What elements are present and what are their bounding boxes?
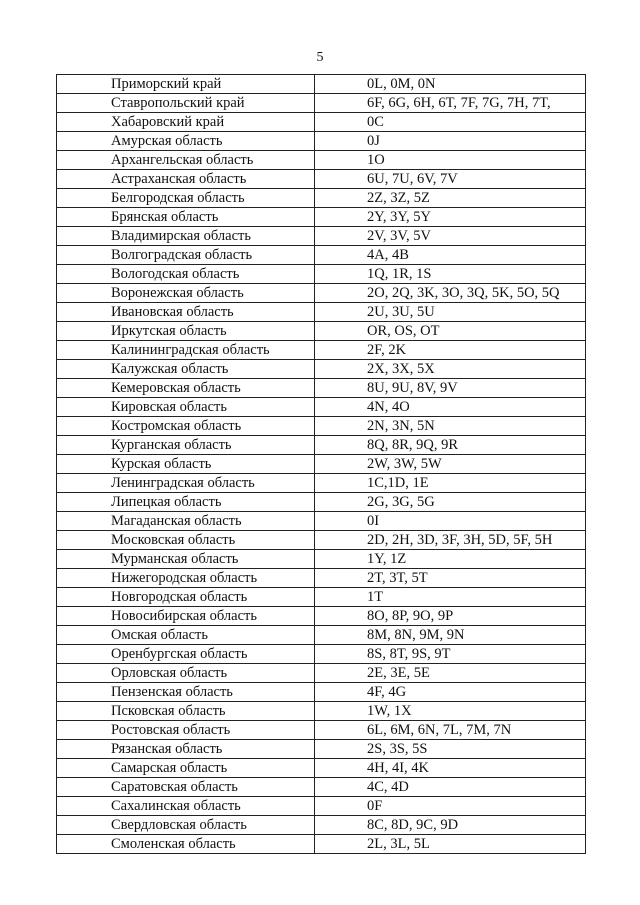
region-codes-cell: 0L, 0M, 0N bbox=[315, 75, 586, 94]
table-row bbox=[57, 341, 586, 360]
region-codes-cell: 2E, 3E, 5E bbox=[315, 664, 586, 683]
region-codes-cell: 2L, 3L, 5L bbox=[315, 835, 586, 854]
region-codes-cell: 6U, 7U, 6V, 7V bbox=[315, 170, 586, 189]
region-name-cell: Курганская область bbox=[57, 436, 315, 455]
table-row bbox=[57, 816, 586, 835]
table-row bbox=[57, 588, 586, 607]
region-codes-cell: 0C bbox=[315, 113, 586, 132]
table-row bbox=[57, 721, 586, 740]
table-row bbox=[57, 189, 586, 208]
region-name-cell: Брянская область bbox=[57, 208, 315, 227]
region-name-cell: Пензенская область bbox=[57, 683, 315, 702]
table-row bbox=[57, 683, 586, 702]
region-name-cell: Астраханская область bbox=[57, 170, 315, 189]
region-codes-cell: 4N, 4O bbox=[315, 398, 586, 417]
table-row bbox=[57, 759, 586, 778]
table-row bbox=[57, 778, 586, 797]
table-row bbox=[57, 493, 586, 512]
region-name-cell: Приморский край bbox=[57, 75, 315, 94]
region-codes-cell: 6F, 6G, 6H, 6T, 7F, 7G, 7H, 7T, bbox=[315, 94, 586, 113]
table-row bbox=[57, 227, 586, 246]
region-name-cell: Белгородская область bbox=[57, 189, 315, 208]
region-codes-cell: 2S, 3S, 5S bbox=[315, 740, 586, 759]
region-name-cell: Липецкая область bbox=[57, 493, 315, 512]
region-name-cell: Ставропольский край bbox=[57, 94, 315, 113]
table-row bbox=[57, 398, 586, 417]
region-codes-cell: 2G, 3G, 5G bbox=[315, 493, 586, 512]
region-name-cell: Амурская область bbox=[57, 132, 315, 151]
table-row bbox=[57, 379, 586, 398]
region-codes-cell: 0J bbox=[315, 132, 586, 151]
region-codes-cell: 6L, 6M, 6N, 7L, 7M, 7N bbox=[315, 721, 586, 740]
region-codes-cell: 1O bbox=[315, 151, 586, 170]
region-name-cell: Хабаровский край bbox=[57, 113, 315, 132]
region-codes-cell: OR, OS, OT bbox=[315, 322, 586, 341]
region-codes-cell: 0F bbox=[315, 797, 586, 816]
table-body bbox=[57, 75, 586, 854]
region-codes-cell: 4C, 4D bbox=[315, 778, 586, 797]
region-codes-cell: 2U, 3U, 5U bbox=[315, 303, 586, 322]
region-name-cell: Рязанская область bbox=[57, 740, 315, 759]
table-row bbox=[57, 835, 586, 854]
table-row bbox=[57, 284, 586, 303]
table-row bbox=[57, 170, 586, 189]
region-codes-cell: 4A, 4B bbox=[315, 246, 586, 265]
table-row bbox=[57, 569, 586, 588]
table-row bbox=[57, 132, 586, 151]
region-name-cell: Самарская область bbox=[57, 759, 315, 778]
region-name-cell: Нижегородская область bbox=[57, 569, 315, 588]
region-codes-cell: 2D, 2H, 3D, 3F, 3H, 5D, 5F, 5H bbox=[315, 531, 586, 550]
table-row bbox=[57, 303, 586, 322]
region-codes-cell: 1C,1D, 1E bbox=[315, 474, 586, 493]
table-row bbox=[57, 265, 586, 284]
region-name-cell: Магаданская область bbox=[57, 512, 315, 531]
region-name-cell: Мурманская область bbox=[57, 550, 315, 569]
region-codes-cell: 2Z, 3Z, 5Z bbox=[315, 189, 586, 208]
region-codes-cell: 8U, 9U, 8V, 9V bbox=[315, 379, 586, 398]
table-row bbox=[57, 531, 586, 550]
region-codes-table bbox=[56, 74, 586, 854]
region-codes-cell: 8S, 8T, 9S, 9T bbox=[315, 645, 586, 664]
region-name-cell: Ростовская область bbox=[57, 721, 315, 740]
region-name-cell: Костромская область bbox=[57, 417, 315, 436]
region-name-cell: Омская область bbox=[57, 626, 315, 645]
region-codes-cell: 1Q, 1R, 1S bbox=[315, 265, 586, 284]
table-row bbox=[57, 550, 586, 569]
region-name-cell: Кировская область bbox=[57, 398, 315, 417]
region-codes-cell: 1Y, 1Z bbox=[315, 550, 586, 569]
table-row bbox=[57, 322, 586, 341]
region-codes-cell: 2V, 3V, 5V bbox=[315, 227, 586, 246]
table-row bbox=[57, 75, 586, 94]
region-name-cell: Свердловская область bbox=[57, 816, 315, 835]
region-codes-cell: 2Y, 3Y, 5Y bbox=[315, 208, 586, 227]
region-name-cell: Смоленская область bbox=[57, 835, 315, 854]
region-name-cell: Архангельская область bbox=[57, 151, 315, 170]
table-row bbox=[57, 664, 586, 683]
region-name-cell: Ленинградская область bbox=[57, 474, 315, 493]
table-row bbox=[57, 740, 586, 759]
region-codes-cell: 2O, 2Q, 3K, 3O, 3Q, 5K, 5O, 5Q bbox=[315, 284, 586, 303]
region-name-cell: Курская область bbox=[57, 455, 315, 474]
region-name-cell: Ивановская область bbox=[57, 303, 315, 322]
region-name-cell: Иркутская область bbox=[57, 322, 315, 341]
region-name-cell: Волгоградская область bbox=[57, 246, 315, 265]
region-name-cell: Вологодская область bbox=[57, 265, 315, 284]
region-name-cell: Орловская область bbox=[57, 664, 315, 683]
region-codes-cell: 1W, 1X bbox=[315, 702, 586, 721]
table-row bbox=[57, 94, 586, 113]
table-row bbox=[57, 645, 586, 664]
region-name-cell: Сахалинская область bbox=[57, 797, 315, 816]
table-row bbox=[57, 455, 586, 474]
region-name-cell: Владимирская область bbox=[57, 227, 315, 246]
region-codes-cell: 4H, 4I, 4K bbox=[315, 759, 586, 778]
region-codes-cell: 2W, 3W, 5W bbox=[315, 455, 586, 474]
table-row bbox=[57, 151, 586, 170]
table-row bbox=[57, 512, 586, 531]
region-codes-cell: 8O, 8P, 9O, 9P bbox=[315, 607, 586, 626]
region-name-cell: Новгородская область bbox=[57, 588, 315, 607]
region-codes-cell: 0I bbox=[315, 512, 586, 531]
region-name-cell: Кемеровская область bbox=[57, 379, 315, 398]
table-row bbox=[57, 474, 586, 493]
table-row bbox=[57, 797, 586, 816]
table-row bbox=[57, 246, 586, 265]
region-name-cell: Псковская область bbox=[57, 702, 315, 721]
table-row bbox=[57, 360, 586, 379]
table-row bbox=[57, 417, 586, 436]
region-name-cell: Новосибирская область bbox=[57, 607, 315, 626]
table-row bbox=[57, 626, 586, 645]
region-name-cell: Московская область bbox=[57, 531, 315, 550]
region-codes-cell: 8M, 8N, 9M, 9N bbox=[315, 626, 586, 645]
region-codes-cell: 8Q, 8R, 9Q, 9R bbox=[315, 436, 586, 455]
region-name-cell: Калужская область bbox=[57, 360, 315, 379]
region-codes-cell: 1T bbox=[315, 588, 586, 607]
table-row bbox=[57, 607, 586, 626]
region-name-cell: Саратовская область bbox=[57, 778, 315, 797]
region-codes-cell: 8C, 8D, 9C, 9D bbox=[315, 816, 586, 835]
region-codes-cell: 2N, 3N, 5N bbox=[315, 417, 586, 436]
table-row bbox=[57, 208, 586, 227]
table-row bbox=[57, 113, 586, 132]
region-codes-cell: 2T, 3T, 5T bbox=[315, 569, 586, 588]
table-row bbox=[57, 436, 586, 455]
region-codes-cell: 4F, 4G bbox=[315, 683, 586, 702]
table-row bbox=[57, 702, 586, 721]
region-name-cell: Калининградская область bbox=[57, 341, 315, 360]
region-name-cell: Воронежская область bbox=[57, 284, 315, 303]
region-name-cell: Оренбургская область bbox=[57, 645, 315, 664]
region-codes-cell: 2F, 2K bbox=[315, 341, 586, 360]
page-number: 5 bbox=[316, 50, 324, 65]
region-codes-cell: 2X, 3X, 5X bbox=[315, 360, 586, 379]
